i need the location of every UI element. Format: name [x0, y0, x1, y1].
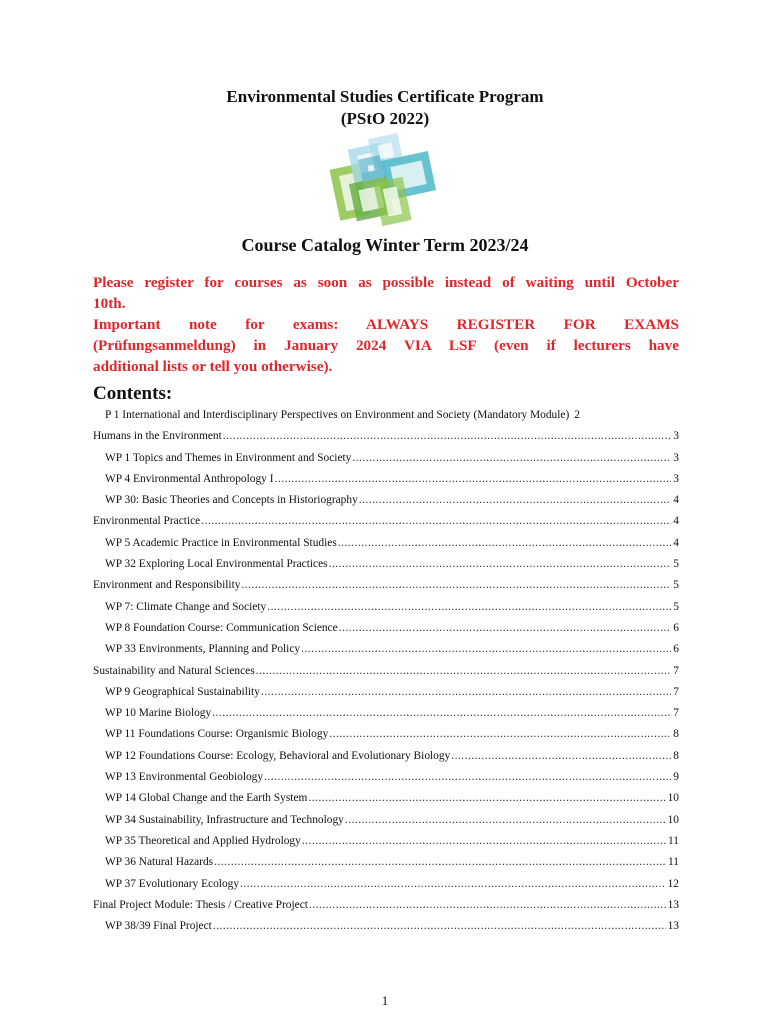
- toc-leader-dots: [240, 874, 666, 895]
- toc-leader-dots: [201, 511, 671, 532]
- toc-leader-dots: [241, 575, 671, 596]
- toc-entry[interactable]: [93, 916, 679, 937]
- toc-leader-dots: [267, 597, 671, 618]
- interlocking-squares-logo-icon: [325, 131, 441, 231]
- toc-leader-dots: [212, 703, 671, 724]
- toc-entry-page: 4: [673, 494, 679, 507]
- toc-entry-label: WP 37 Evolutionary Ecology: [105, 877, 240, 890]
- toc-leader-dots: [329, 724, 671, 745]
- notice-line: additional lists or tell you otherwise).: [93, 358, 333, 375]
- toc-entry-label: WP 12 Foundations Course: Ecology, Behavioral and Evolutionary Biology: [105, 749, 451, 762]
- toc-leader-dots: [345, 810, 666, 831]
- toc-entry[interactable]: [93, 597, 679, 618]
- toc-leader-dots: [214, 852, 666, 873]
- toc-leader-dots: [261, 682, 671, 703]
- toc-entry-label: WP 5 Academic Practice in Environmental Studies: [105, 536, 337, 549]
- toc-entry-label: WP 34 Sustainability, Infrastructure and Technology: [105, 813, 344, 826]
- toc-entry-page: 3: [673, 451, 679, 464]
- toc-entry[interactable]: [93, 767, 679, 788]
- toc-leader-dots: [264, 767, 671, 788]
- toc-entry-label: Humans in the Environment: [93, 430, 222, 443]
- toc-entry-page: 6: [673, 621, 679, 634]
- toc-entry-label: Environment and Responsibility: [93, 579, 241, 592]
- toc-entry[interactable]: [93, 533, 679, 554]
- page-number: 1: [381, 993, 389, 1008]
- toc-entry-label: WP 14 Global Change and the Earth System: [105, 792, 308, 805]
- toc-entry-page: 5: [673, 579, 679, 592]
- toc-entry-page: 13: [667, 898, 679, 911]
- toc-entry-label: WP 30: Basic Theories and Concepts in Historiography: [105, 494, 358, 507]
- toc-entry-page: 9: [673, 771, 679, 784]
- table-of-contents: [93, 405, 679, 937]
- toc-entry-page: 5: [673, 558, 679, 571]
- toc-leader-dots: [329, 554, 672, 575]
- toc-leader-dots: [223, 426, 672, 447]
- toc-entry-page: 12: [667, 877, 679, 890]
- document-title: Environmental Studies Certificate Program: [226, 87, 544, 106]
- toc-entry-label: WP 8 Foundation Course: Communication Science: [105, 621, 338, 634]
- toc-entry-page: 3: [673, 430, 679, 443]
- toc-entry-label: WP 32 Exploring Local Environmental Practices: [105, 558, 328, 571]
- toc-entry-page: 8: [673, 749, 679, 762]
- toc-entry-page: 8: [673, 728, 679, 741]
- toc-entry-label: WP 35 Theoretical and Applied Hydrology: [105, 834, 301, 847]
- contents-heading: Contents:: [93, 383, 173, 404]
- toc-entry[interactable]: [93, 852, 679, 873]
- toc-leader-dots: [302, 831, 666, 852]
- toc-entry[interactable]: [93, 788, 679, 809]
- toc-entry[interactable]: [93, 490, 679, 511]
- toc-entry-label: Final Project Module: Thesis / Creative Project: [93, 898, 308, 911]
- notice-line: (Prüfungsanmeldung) in January 2024 VIA LSF (even if lecturers have: [93, 337, 679, 354]
- toc-entry-page: 2: [574, 409, 580, 421]
- toc-entry[interactable]: [93, 426, 679, 447]
- registration-notice: [93, 272, 679, 377]
- toc-entry-label: WP 9 Geographical Sustainability: [105, 685, 260, 698]
- toc-leader-dots: [339, 618, 672, 639]
- toc-entry-label: WP 7: Climate Change and Society: [105, 600, 267, 613]
- toc-entry[interactable]: [93, 511, 679, 532]
- toc-entry-label: Sustainability and Natural Sciences: [93, 664, 255, 677]
- toc-entry-label: WP 4 Environmental Anthropology I: [105, 472, 274, 485]
- toc-entry[interactable]: [93, 831, 679, 852]
- toc-leader-dots: [256, 661, 672, 682]
- toc-entry[interactable]: [93, 405, 679, 426]
- toc-entry-label: WP 1 Topics and Themes in Environment and Society: [105, 451, 352, 464]
- toc-entry[interactable]: [93, 469, 679, 490]
- catalog-subtitle: Course Catalog Winter Term 2023/24: [241, 235, 529, 255]
- toc-leader-dots: [352, 448, 671, 469]
- toc-leader-dots: [309, 895, 666, 916]
- toc-entry-label: WP 11 Foundations Course: Organismic Biology: [105, 728, 329, 741]
- toc-entry[interactable]: [93, 810, 679, 831]
- toc-leader-dots: [359, 490, 672, 511]
- toc-entry-page: 13: [667, 920, 679, 933]
- notice-line: Please register for courses as soon as possible instead of waiting until October: [93, 274, 679, 291]
- toc-entry-page: 11: [668, 834, 679, 847]
- toc-entry-page: 7: [673, 664, 679, 677]
- toc-entry-page: 11: [668, 856, 679, 869]
- toc-entry[interactable]: [93, 554, 679, 575]
- toc-entry-page: 10: [667, 792, 679, 805]
- document-title-regulation: (PStO 2022): [340, 109, 430, 128]
- toc-entry[interactable]: [93, 575, 679, 596]
- toc-entry-page: 3: [673, 472, 679, 485]
- toc-entry[interactable]: [93, 639, 679, 660]
- toc-entry-page: 6: [673, 643, 679, 656]
- toc-entry-page: 7: [673, 707, 679, 720]
- toc-entry-label: WP 10 Marine Biology: [105, 707, 212, 720]
- toc-entry-page: 4: [673, 536, 679, 549]
- toc-entry-label: WP 38/39 Final Project: [105, 920, 212, 933]
- toc-entry[interactable]: [93, 746, 679, 767]
- toc-entry-page: 5: [673, 600, 679, 613]
- toc-leader-dots: [338, 533, 672, 554]
- toc-entry[interactable]: [93, 682, 679, 703]
- toc-entry[interactable]: [93, 703, 679, 724]
- toc-entry[interactable]: [93, 448, 679, 469]
- toc-entry[interactable]: [93, 874, 679, 895]
- toc-leader-dots: [308, 788, 665, 809]
- toc-entry-label: WP 36 Natural Hazards: [105, 856, 214, 869]
- toc-leader-dots: [213, 916, 666, 937]
- toc-entry-page: 10: [667, 813, 679, 826]
- toc-entry[interactable]: [93, 618, 679, 639]
- toc-entry-page: 4: [673, 515, 679, 528]
- toc-leader-dots: [301, 639, 671, 660]
- toc-entry[interactable]: [93, 661, 679, 682]
- toc-entry-label: WP 13 Environmental Geobiology: [105, 771, 264, 784]
- toc-leader-dots: [275, 469, 672, 490]
- toc-entry-label: WP 33 Environments, Planning and Policy: [105, 643, 301, 656]
- toc-entry-page: 7: [673, 685, 679, 698]
- toc-entry[interactable]: [93, 724, 679, 745]
- notice-line: 10th.: [93, 295, 126, 312]
- toc-entry[interactable]: [93, 895, 679, 916]
- toc-leader-dots: [451, 746, 671, 767]
- notice-line: Important note for exams: ALWAYS REGISTER FOR EXAMS: [93, 316, 679, 333]
- toc-entry-label: Environmental Practice: [93, 515, 201, 528]
- toc-entry-label: P 1 International and Interdisciplinary Perspectives on Environment and Society (Mandatory Module): [105, 409, 570, 421]
